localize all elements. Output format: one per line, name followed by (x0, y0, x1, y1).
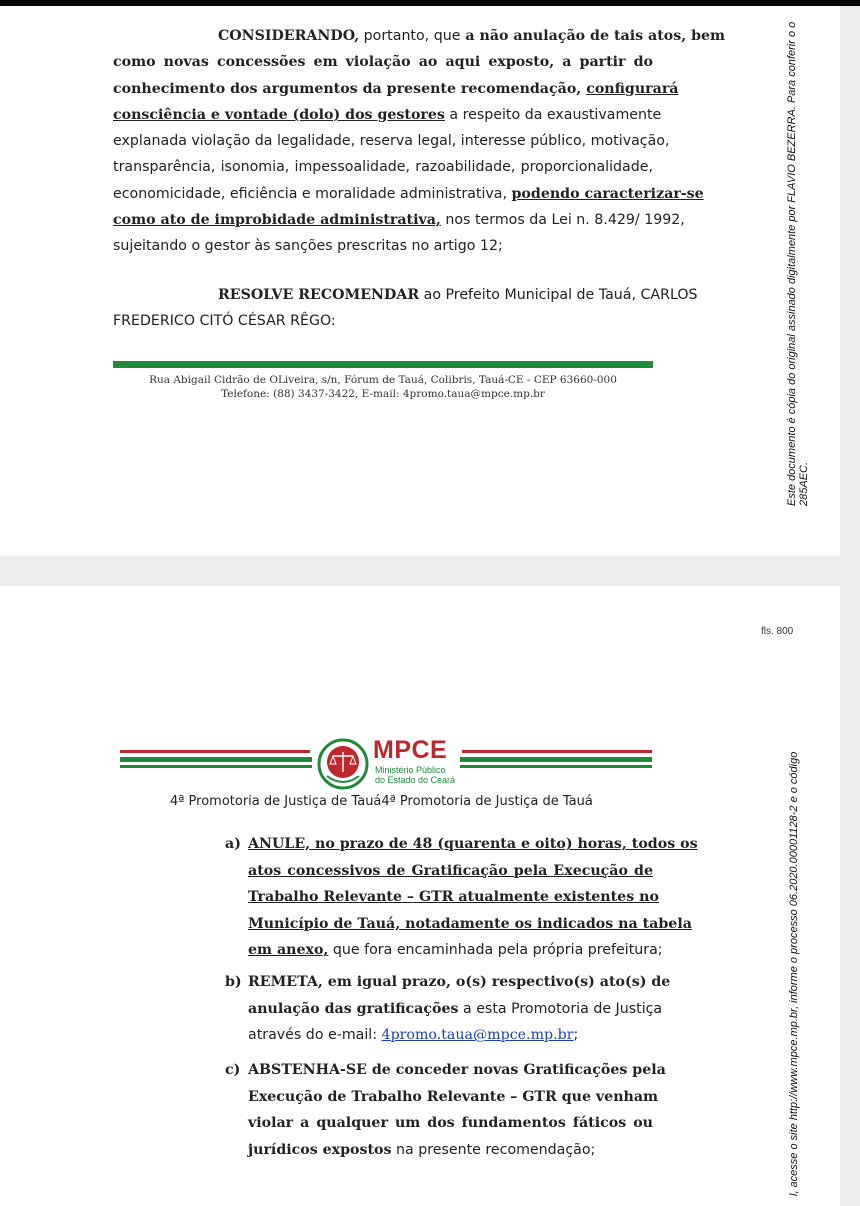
document-page-1 (0, 6, 840, 556)
promotoria-title: 4ª Promotoria de Justiça de Tauá4ª Promotoria de Justiça de Tauá (170, 794, 593, 809)
page-number: fls. 800 (761, 626, 794, 637)
considerando-paragraph: CONSIDERANDO, portanto, que a não anulação de tais atos, bem como novas concessões em violação ao aqui exposto, a partir do conhecimento dos argumentos da presente recomendação, configurará consciência e vontade (dolo) dos gestores a respeito da exaustivamente explanada violação da legalidade, reserva legal, interesse público, motivação, transparência, isonomia, impessoalidade, razoabilidade, proporcionalidade, economicidade, eficiência e moralidade administrativa, podendo caracterizar-se como ato de improbidade administrativa, nos termos da Lei n. 8.429/ 1992, sujeitando o gestor às sanções prescritas no artigo 12; (113, 28, 726, 255)
digital-signature-notice: Este documento é cópia do original assinado digitalmente por FLAVIO BEZERRA. Para conferir o o 285AEC. (786, 21, 810, 506)
scales-of-justice-icon (317, 738, 369, 790)
considerando-lead: CONSIDERANDO, (218, 28, 360, 44)
mpce-logo: MPCE Ministério Público do Estado do Ceará (317, 736, 467, 792)
email-link[interactable]: 4promo.taua@mpce.mp.br (381, 1027, 574, 1044)
page-footer: Rua Abigail Cidrão de OLiveira, s/n, Fórum de Tauá, Colibris, Tauá-CE - CEP 63660-000 Telefone: (88) 3437-3422, E-mail: 4promo.taua@mpce.mp.br (149, 374, 617, 400)
resolve-paragraph: RESOLVE RECOMENDAR ao Prefeito Municipal de Tauá, CARLOS FREDERICO CITÓ CÉSAR RÊGO: (113, 287, 698, 330)
footer-divider (113, 361, 653, 368)
document-page-2: fls. 800 MPCE Ministério Público do Estado do Ceará 4ª Promotoria de Justiça de Tauá4ª Promotoria de Justiça de Tauá a) ANULE, no prazo de 48 (quarenta e oito) horas, todos os atos concessivos de Gratificação pela Execução de Trabalho Relevante – GTR atualmente existentes no Município de Tauá, notadamente os indicados na tabela em anexo, que fora encaminhada pela própria prefeitura; b) REMETA, em igual prazo, o(s) respectivo(s) ato(s) de anulação das gratificações a esta Promotoria de Justiça através do e-mail: 4promo.taua@mpce.mp.br; c) ABSTENHA-SE de conceder novas Gratificações pela Execução de Trabalho Relevante – GTR que venham violar a qualquer um dos fundamentos fáticos ou jurídicos expostos na presente recomendação; l, acesse o site http://www.mpce.mp.br, informe o processo 06.2020.00001128-2 e o código (0, 586, 840, 1206)
verification-notice: l, acesse o site http://www.mpce.mp.br, informe o processo 06.2020.00001128-2 e o código (788, 751, 800, 1196)
